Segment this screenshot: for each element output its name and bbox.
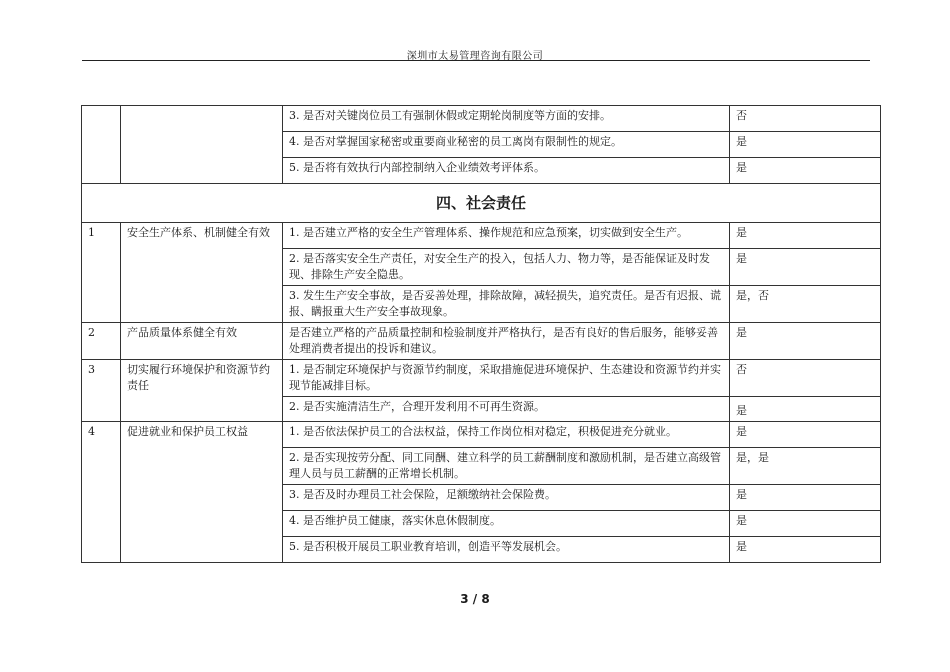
no-cell: 4 bbox=[82, 422, 121, 563]
no-cell: 3 bbox=[82, 360, 121, 422]
section-title: 四、社会责任 bbox=[82, 184, 881, 223]
item-cell: 促进就业和保护员工权益 bbox=[121, 422, 283, 563]
answer-cell: 否 bbox=[730, 106, 881, 132]
criterion-cell: 5. 是否积极开展员工职业教育培训，创造平等发展机会。 bbox=[283, 537, 730, 563]
answer-cell: 是 bbox=[730, 537, 881, 563]
item-cell: 产品质量体系健全有效 bbox=[121, 323, 283, 360]
table-row bbox=[82, 422, 881, 448]
header-rule bbox=[82, 60, 870, 61]
criterion-cell: 2. 是否实现按劳分配、同工同酬、建立科学的员工薪酬制度和激励机制，是否建立高级管理人员与员工薪酬的正常增长机制。 bbox=[283, 448, 730, 485]
table-row bbox=[82, 223, 881, 249]
section-row bbox=[82, 184, 881, 223]
table-row bbox=[82, 323, 881, 360]
criterion-cell: 1. 是否制定环境保护与资源节约制度，采取措施促进环境保护、生态建设和资源节约并实现节能减排目标。 bbox=[283, 360, 730, 397]
no-cell: 1 bbox=[82, 223, 121, 323]
criterion-cell: 1. 是否依法保护员工的合法权益，保持工作岗位相对稳定，积极促进充分就业。 bbox=[283, 422, 730, 448]
item-cell: 安全生产体系、机制健全有效 bbox=[121, 223, 283, 323]
item-cell bbox=[121, 106, 283, 184]
answer-cell: 是 bbox=[730, 422, 881, 448]
answer-cell: 是，否 bbox=[730, 286, 881, 323]
criterion-cell: 1. 是否建立严格的安全生产管理体系、操作规范和应急预案，切实做到安全生产。 bbox=[283, 223, 730, 249]
table-row bbox=[82, 360, 881, 397]
answer-cell: 是 bbox=[730, 132, 881, 158]
answer-cell: 是 bbox=[730, 485, 881, 511]
answer-cell: 是 bbox=[730, 249, 881, 286]
answer-cell: 否 bbox=[730, 360, 881, 397]
criterion-cell: 5. 是否将有效执行内部控制纳入企业绩效考评体系。 bbox=[283, 158, 730, 184]
criterion-cell: 2. 是否落实安全生产责任，对安全生产的投入，包括人力、物力等，是否能保证及时发现、排除生产安全隐患。 bbox=[283, 249, 730, 286]
answer-cell: 是 bbox=[730, 397, 881, 422]
answer-cell: 是 bbox=[730, 511, 881, 537]
criterion-cell: 3. 发生生产安全事故，是否妥善处理，排除故障，减轻损失，追究责任。是否有迟报、谎报、瞒报重大生产安全事故现象。 bbox=[283, 286, 730, 323]
item-cell: 切实履行环境保护和资源节约责任 bbox=[121, 360, 283, 422]
answer-cell: 是 bbox=[730, 223, 881, 249]
answer-cell: 是，是 bbox=[730, 448, 881, 485]
criterion-cell: 3. 是否对关键岗位员工有强制休假或定期轮岗制度等方面的安排。 bbox=[283, 106, 730, 132]
page-number: 3 / 8 bbox=[460, 592, 490, 606]
no-cell: 2 bbox=[82, 323, 121, 360]
answer-cell: 是 bbox=[730, 158, 881, 184]
criterion-cell: 3. 是否及时办理员工社会保险，足额缴纳社会保险费。 bbox=[283, 485, 730, 511]
criterion-cell: 2. 是否实施清洁生产，合理开发利用不可再生资源。 bbox=[283, 397, 730, 422]
checklist-table bbox=[81, 105, 881, 563]
table-row bbox=[82, 106, 881, 132]
criterion-cell: 4. 是否对掌握国家秘密或重要商业秘密的员工离岗有限制性的规定。 bbox=[283, 132, 730, 158]
criterion-cell: 是否建立严格的产品质量控制和检验制度并严格执行，是否有良好的售后服务，能够妥善处理消费者提出的投诉和建议。 bbox=[283, 323, 730, 360]
page-header-company: 深圳市太易管理咨询有限公司 bbox=[406, 51, 544, 62]
no-cell bbox=[82, 106, 121, 184]
criterion-cell: 4. 是否维护员工健康，落实休息休假制度。 bbox=[283, 511, 730, 537]
answer-cell: 是 bbox=[730, 323, 881, 360]
